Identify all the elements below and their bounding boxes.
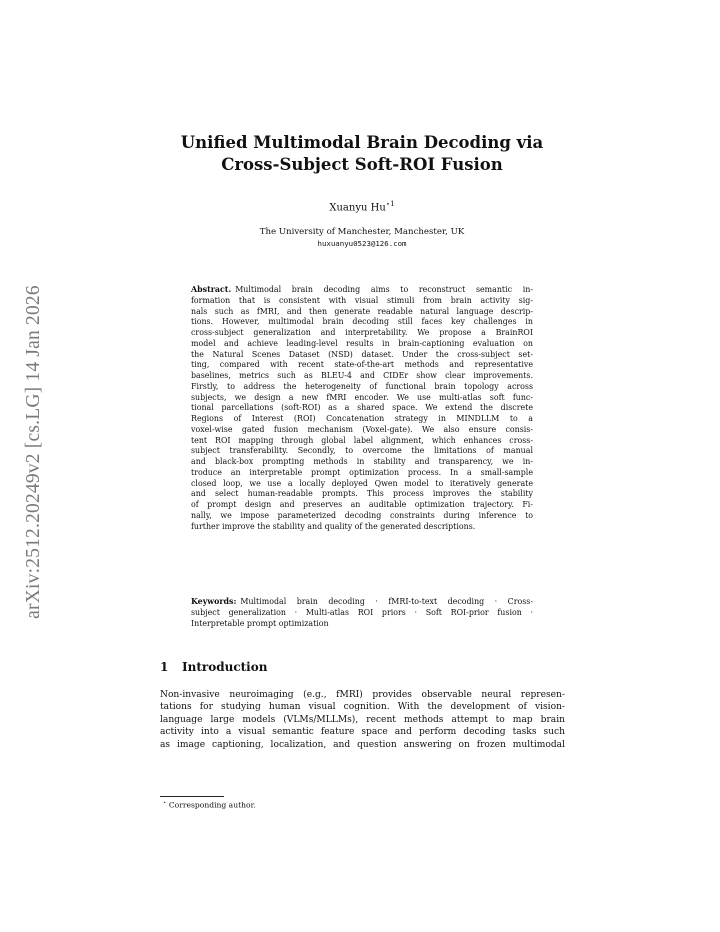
- text-line-content: further improve the stability and quality of the generated descriptions.: [191, 521, 476, 531]
- text-line: [160, 726, 565, 738]
- author-line: [160, 200, 564, 213]
- text-line-content: nally, we impose parameterized decoding constraints during inference to: [191, 510, 533, 520]
- text-line: [191, 339, 533, 350]
- text-line-content: the Natural Scenes Dataset (NSD) dataset. Under the cross-subject set-: [191, 349, 533, 359]
- arxiv-identifier: arXiv:2512.20249v2 [cs.LG] 14 Jan 2026: [23, 285, 45, 619]
- text-line-content: Non-invasive neuroimaging (e.g., fMRI) provides observable neural represen-: [160, 690, 565, 700]
- text-line: [191, 457, 533, 468]
- text-line-content: and select human-readable prompts. This process improves the stability: [191, 489, 533, 499]
- author-email: huxuanyu0523@126.com: [317, 239, 407, 248]
- text-line: [191, 479, 533, 490]
- footnote-rule: [160, 796, 224, 797]
- text-line: [191, 489, 533, 500]
- text-line: [191, 350, 533, 361]
- text-line: [191, 328, 533, 339]
- author-name: Xuanyu Hu: [329, 202, 386, 214]
- keywords: [191, 597, 533, 629]
- arxiv-side-stamp: [14, 262, 54, 642]
- text-line-content: formation that is consistent with visual stimuli from brain activity sig-: [191, 295, 533, 305]
- text-line: [191, 307, 533, 318]
- abstract: [191, 285, 533, 532]
- text-line-content: ting, compared with recent state-of-the-art methods and representative: [191, 360, 533, 370]
- text-line-content: troduce an interpretable prompt optimization process. In a small-sample: [191, 467, 533, 477]
- text-line-content: tations for studying human visual cognition. With the development of vision-: [160, 702, 565, 713]
- text-line-content: subjects, we design a new fMRI encoder. We use multi-atlas soft func-: [191, 392, 533, 402]
- text-line: [191, 608, 533, 619]
- text-line: [191, 619, 533, 630]
- abstract-line: [191, 285, 533, 296]
- text-line-content: subject generalization · Multi-atlas ROI priors · Soft ROI-prior fusion ·: [191, 607, 533, 617]
- text-line: [191, 500, 533, 511]
- text-line: [191, 414, 533, 425]
- title-line-2: Cross-Subject Soft-ROI Fusion: [221, 155, 503, 174]
- text-line: [191, 436, 533, 447]
- section-heading: [160, 660, 267, 674]
- text-line-content: and black-box prompting methods in stability and transparency, we in-: [191, 457, 533, 466]
- text-line: [191, 360, 533, 371]
- footnote-mark: ⋆: [163, 800, 167, 806]
- keywords-line: [191, 597, 533, 608]
- text-line-content: model and achieve leading-level results in brain-captioning evaluation on: [191, 338, 533, 348]
- abstract-first-line: Multimodal brain decoding aims to reconstruct semantic in-: [235, 285, 533, 294]
- section-number: 1: [160, 660, 169, 674]
- text-line-content: cross-subject generalization and interpretability. We propose a BrainROI: [191, 328, 533, 337]
- text-line: [191, 317, 533, 328]
- keywords-label: Keywords:: [191, 597, 237, 606]
- text-line-content: closed loop, we use a locally deployed Qwen model to iteratively generate: [191, 478, 533, 488]
- text-line-content: tions. However, multimodal brain decoding still faces key challenges in: [191, 317, 533, 327]
- text-line-content: nals such as fMRI, and then generate readable natural language descrip-: [191, 306, 533, 316]
- abstract-label: Abstract.: [191, 285, 232, 294]
- text-line: [191, 371, 533, 382]
- text-line-content: baselines, metrics such as BLEU-4 and CIDEr show clear improvements.: [191, 371, 533, 380]
- text-line: [160, 701, 565, 713]
- text-line: [191, 446, 533, 457]
- text-line: [191, 425, 533, 436]
- text-line-content: language large models (VLMs/MLLMs), recent methods attempt to map brain: [160, 714, 565, 725]
- text-line: [191, 382, 533, 393]
- text-line: [191, 393, 533, 404]
- text-line-content: activity into a visual semantic feature space and perform decoding tasks such: [160, 727, 565, 738]
- text-line: [191, 522, 533, 533]
- introduction-text: [160, 689, 565, 751]
- text-line: [160, 739, 565, 751]
- section-title: Introduction: [182, 660, 268, 674]
- text-line-content: Regions of Interest (ROI) Concatenation strategy in MINDLLM to a: [191, 414, 533, 423]
- affiliation-block: [160, 226, 564, 250]
- text-line-content: as image captioning, localization, and question answering on frozen multimodal: [160, 739, 565, 750]
- text-line-content: Firstly, to address the heterogeneity of functional brain topology across: [191, 381, 533, 391]
- text-line-content: tional parcellations (soft-ROI) as a shared space. We extend the discrete: [191, 403, 533, 413]
- text-line-content: subject transferability. Secondly, to overcome the limitations of manual: [191, 446, 533, 456]
- text-line: [191, 403, 533, 414]
- text-line: [160, 689, 565, 701]
- text-line: [191, 468, 533, 479]
- text-line: [160, 714, 565, 726]
- title-line-1: Unified Multimodal Brain Decoding via: [180, 133, 544, 152]
- text-line: [191, 296, 533, 307]
- text-line-content: voxel-wise gated fusion mechanism (Voxel-gate). We also ensure consis-: [191, 424, 533, 434]
- footnote: [163, 800, 256, 810]
- text-line: [191, 511, 533, 522]
- keywords-first-line: Multimodal brain decoding · fMRI-to-text decoding · Cross-: [240, 597, 533, 606]
- affiliation: The University of Manchester, Manchester, UK: [259, 227, 465, 237]
- text-line-content: Interpretable prompt optimization: [191, 618, 329, 628]
- footnote-text: Corresponding author.: [168, 800, 256, 810]
- author-marks: ⋆1: [385, 200, 395, 208]
- paper-title: [160, 132, 564, 176]
- text-line-content: of prompt design and preserves an auditable optimization trajectory. Fi-: [191, 500, 533, 509]
- text-line-content: tent ROI mapping through global label alignment, which enhances cross-: [191, 435, 533, 445]
